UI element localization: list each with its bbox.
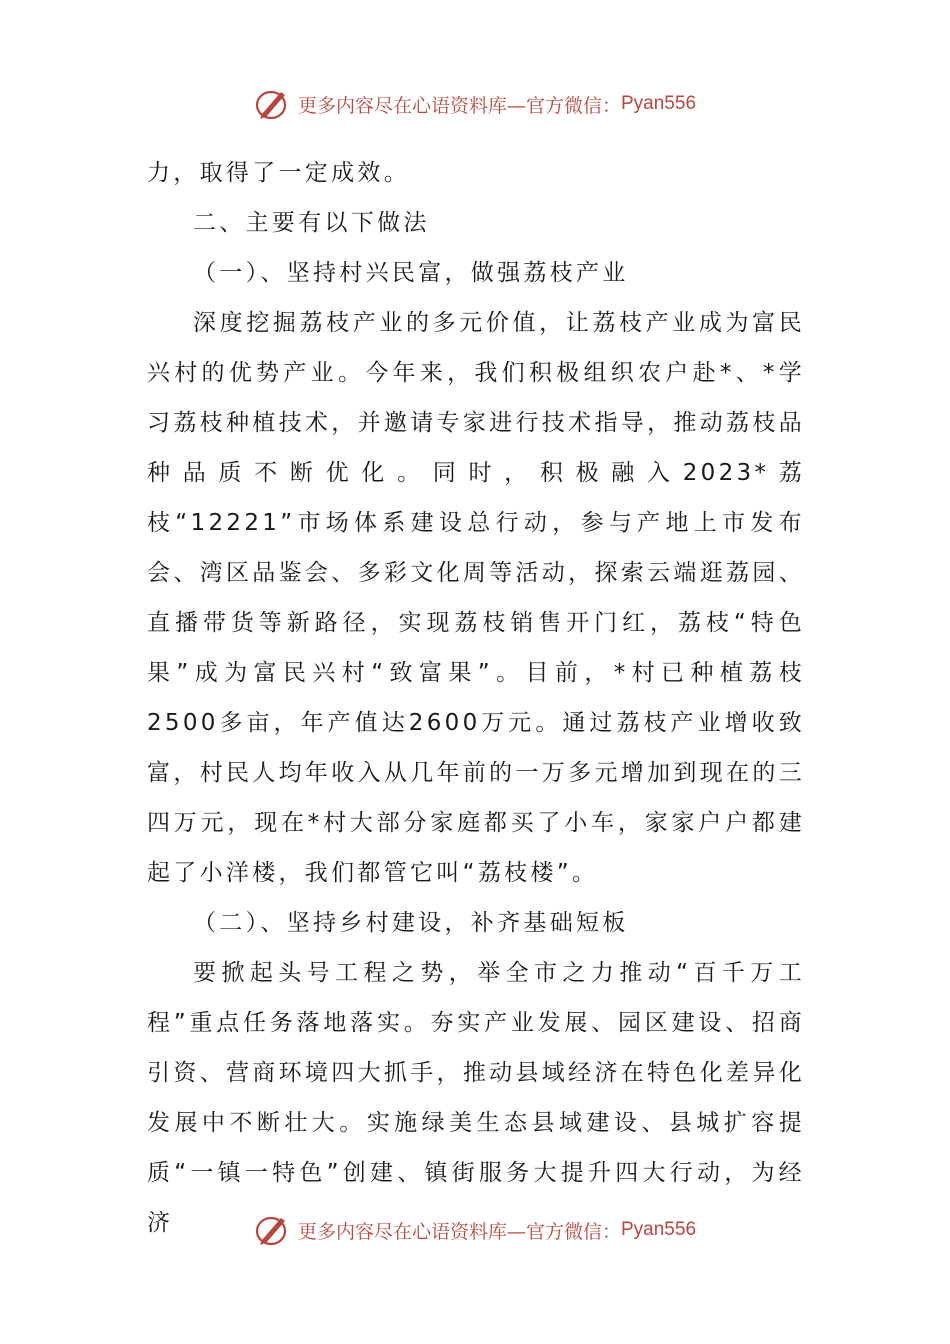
- document-body: [147, 148, 805, 1248]
- subsection-heading-2: （二）、坚持乡村建设，补齐基础短板: [193, 910, 629, 936]
- paragraph-rural-construction: 要掀起头号工程之势，举全市之力推动“百千万工程”重点任务落地落实。夯实产业发展、园区建设、招商引资、营商环境四大抓手，推动县域经济在特色化差异化发展中不断壮大。实施绿美生态县域建设、县城扩容提质“一镇一特色”创建、镇街服务大提升四大行动，为经济: [147, 960, 805, 1236]
- section-heading: 二、主要有以下做法: [193, 210, 430, 236]
- watermark-text: 更多内容尽在心语资料库—官方微信：: [297, 94, 621, 117]
- watermark-wechat-id: Pyan556: [621, 1219, 697, 1240]
- pen-circle-icon: [254, 1212, 292, 1248]
- watermark-wechat-id: Pyan556: [621, 93, 697, 114]
- watermark-text: 更多内容尽在心语资料库—官方微信：: [297, 1220, 621, 1243]
- paragraph-lychee-industry: 深度挖掘荔枝产业的多元价值，让荔枝产业成为富民兴村的优势产业。今年来，我们积极组织农户赴*、*学习荔枝种植技术，并邀请专家进行技术指导，推动荔枝品种品质不断优化。同时，积极融入2023*荔枝“12221”市场体系建设总行动，参与产地上市发布会、湾区品鉴会、多彩文化周等活动，探索云端逛荔园、直播带货等新路径，实现荔枝销售开门红，荔枝“特色果”成为富民兴村“致富果”。目前，*村已种植荔枝2500多亩，年产值达2600万元。通过荔枝产业增收致富，村民人均年收入从几年前的一万多元增加到现在的三四万元，现在*村大部分家庭都买了小车，家家户户都建起了小洋楼，我们都管它叫“荔枝楼”。: [147, 310, 805, 886]
- subsection-heading-1: （一）、坚持村兴民富，做强荔枝产业: [193, 260, 629, 286]
- watermark-footer: [0, 1210, 950, 1250]
- paragraph-continuation: 力，取得了一定成效。: [147, 160, 410, 186]
- watermark-header: [0, 84, 950, 124]
- pen-circle-icon: [254, 86, 292, 122]
